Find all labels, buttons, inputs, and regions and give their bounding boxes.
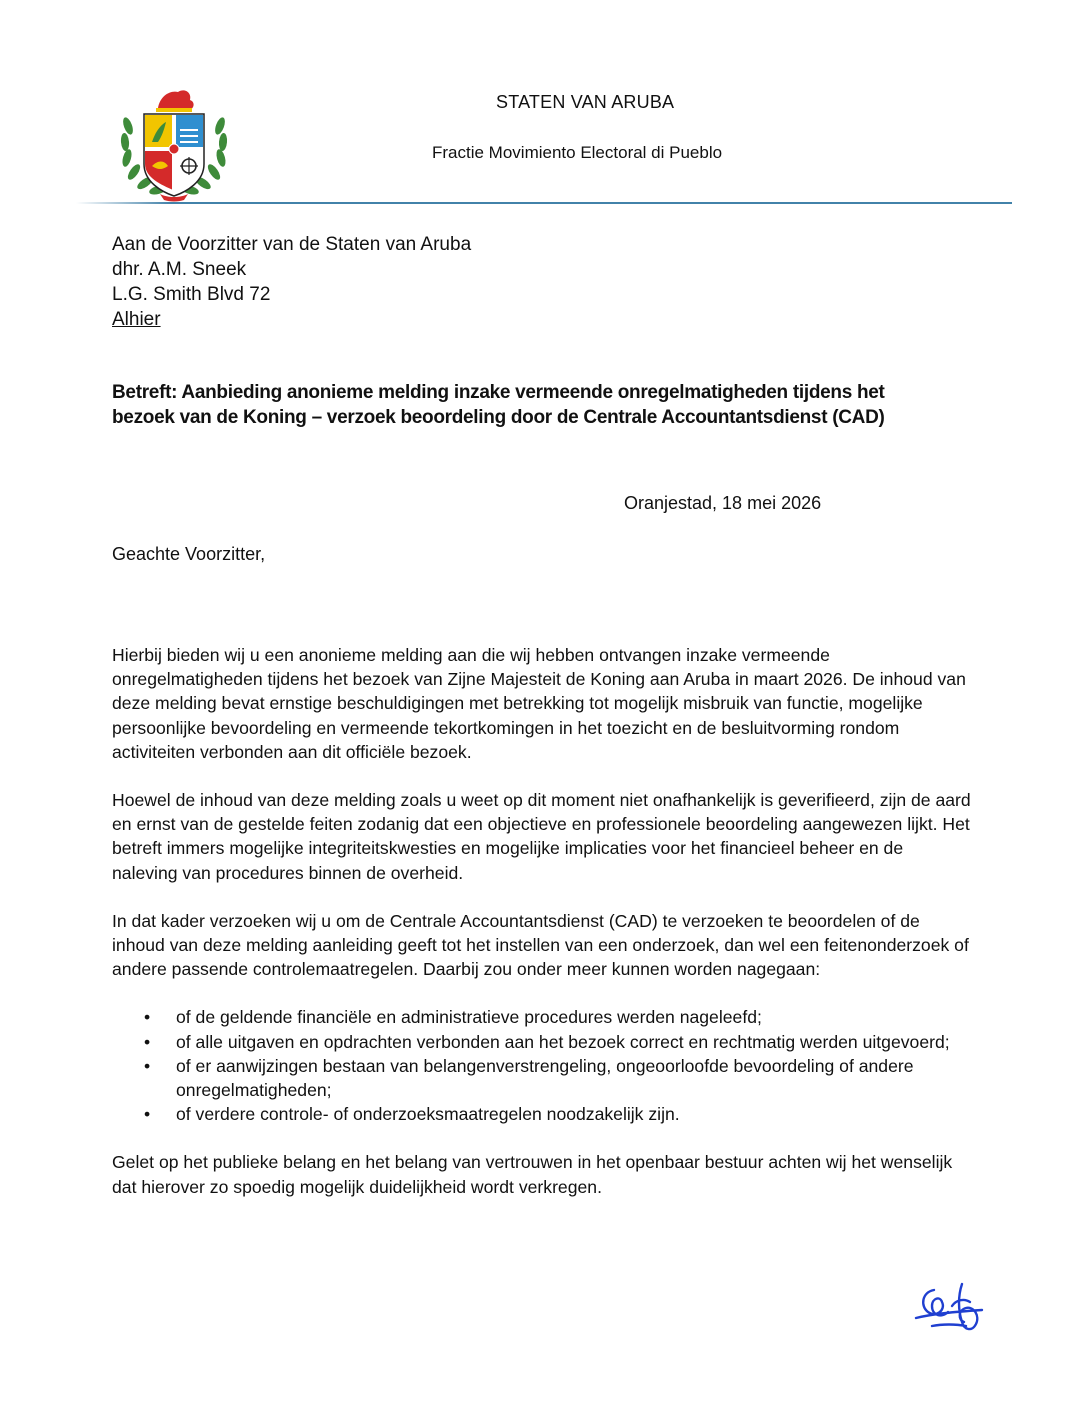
bullet-item: • of de geldende financiële en administratieve procedures werden nageleefd; — [112, 1005, 972, 1029]
subject-heading — [112, 380, 992, 430]
address-line-name: dhr. A.M. Sneek — [112, 259, 247, 280]
header-divider — [76, 202, 1012, 204]
body-paragraph-2: Hoewel de inhoud van deze melding zoals u weet op dit moment niet onafhankelijk is geverifieerd, zijn de aard en ernst van de gestelde feiten zodanig dat een objectieve en professionele beoordeling aangewezen lijkt. Het betreft immers mogelijke integriteitskwesties en mogelijke implicaties voor het financieel beheer en de naleving van procedures binnen de overheid. — [112, 790, 971, 883]
body-paragraph-1: Hierbij bieden wij u een anonieme melding aan die wij hebben ontvangen inzake vermeende onregelmatigheden tijdens het bezoek van Zijne Majesteit de Koning aan Aruba in maart 2026. De inhoud van deze melding bevat ernstige beschuldigingen met betrekking tot mogelijk misbruik van functie, mogelijke persoonlijke bevoordeling en vermeende tekortkomingen in het toezicht en de besluitvorming rondom activiteiten verbonden aan dit officiële bezoek. — [112, 645, 966, 762]
body-paragraph-3: In dat kader verzoeken wij u om de Centrale Accountantsdienst (CAD) te verzoeken te beoordelen of de inhoud van deze melding aanleiding geeft tot het instellen van een onderzoek, dan wel een feitenonderzoek of andere passende controlemaatregelen. Daarbij zou onder meer kunnen worden nagegaan: — [112, 910, 969, 980]
org-title: STATEN VAN ARUBA — [496, 92, 675, 112]
letter-date: Oranjestad, 18 mei 2026 — [624, 493, 822, 513]
subject-line-2: bezoek van de Koning – verzoek beoordeling door de Centrale Accountantsdienst (CAD) — [112, 407, 885, 428]
bullet-item: • of verdere controle- of onderzoeksmaatregelen noodzakelijk zijn. — [112, 1102, 972, 1126]
address-line-street: L.G. Smith Blvd 72 — [112, 284, 271, 305]
org-subtitle: Fractie Movimiento Electoral di Pueblo — [432, 143, 723, 162]
bullet-list — [112, 1005, 972, 1126]
letter-body — [112, 643, 972, 1199]
salutation: Geachte Voorzitter, — [112, 544, 266, 564]
bullet-item: • of er aanwijzingen bestaan van belangenverstrengeling, ongeoorloofde bevoordeling of andere onregelmatigheden; — [112, 1054, 972, 1102]
coat-of-arms-icon — [118, 86, 230, 202]
subject-line-1: Betreft: Aanbieding anonieme melding inzake vermeende onregelmatigheden tijdens het — [112, 382, 885, 403]
bullet-item: • of alle uitgaven en opdrachten verbonden aan het bezoek correct en rechtmatig werden uitgevoerd; — [112, 1030, 972, 1054]
signature-icon — [912, 1276, 988, 1336]
address-line-recipient: Aan de Voorzitter van de Staten van Aruba — [112, 234, 472, 255]
body-paragraph-4: Gelet op het publieke belang en het belang van vertrouwen in het openbaar bestuur achten wij het wenselijk dat hierover zo spoedig mogelijk duidelijkheid wordt verkregen. — [112, 1152, 953, 1197]
recipient-address — [112, 232, 471, 332]
address-line-alhier: Alhier — [112, 309, 161, 330]
